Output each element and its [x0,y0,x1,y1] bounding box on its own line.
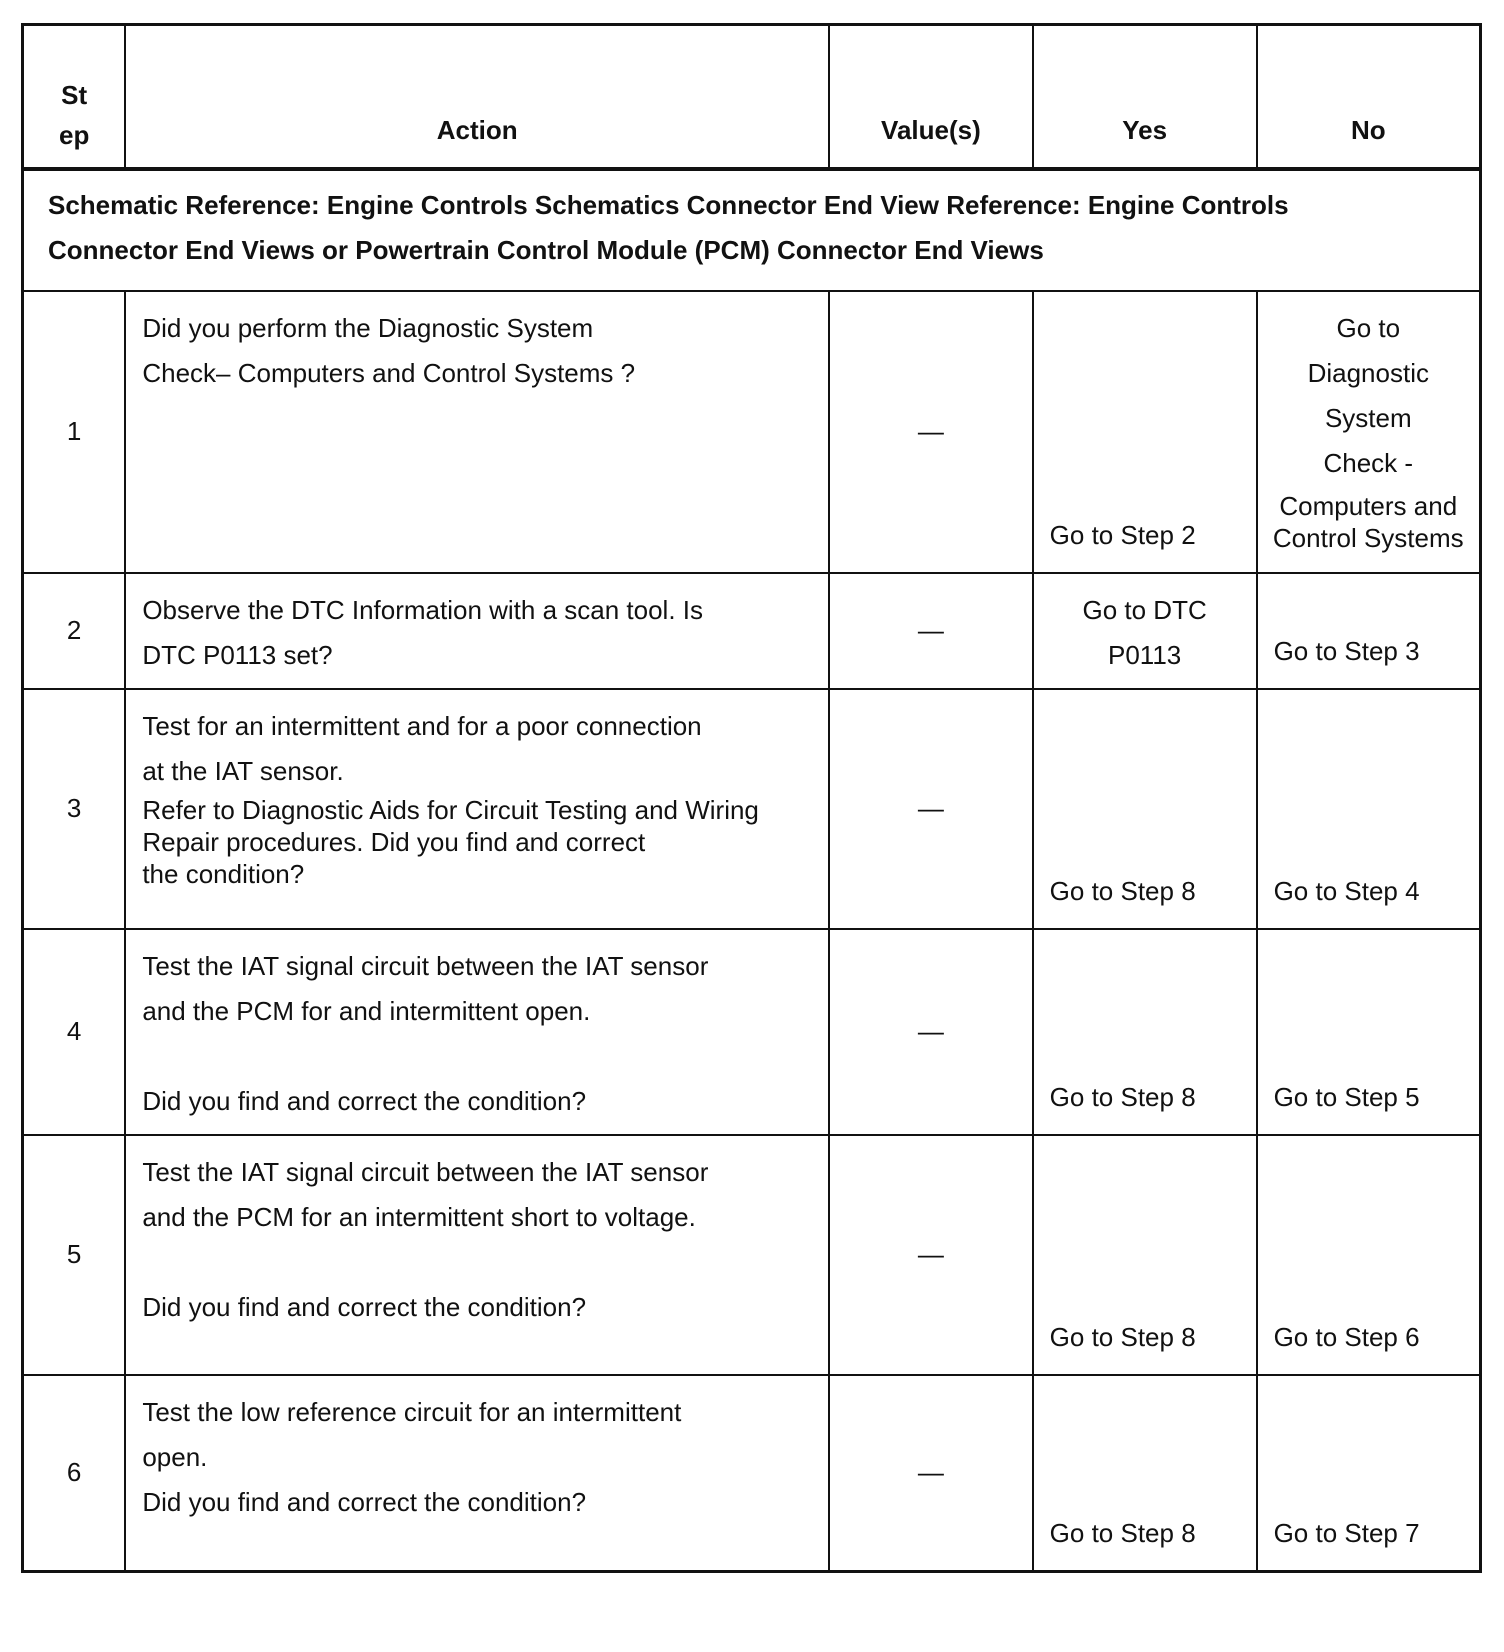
action-line: Test the IAT signal circuit between the IAT sensor [142,1156,709,1187]
action-line: Test the low reference circuit for an intermittent [142,1396,682,1427]
step-number: 6 [23,1375,126,1572]
step-number: 5 [23,1135,126,1375]
header-step [23,25,126,169]
reference-line-2: Connector End Views or Powertrain Control Module (PCM) Connector End Views [48,234,1044,265]
no-link[interactable]: Go to Step 7 [1257,1375,1481,1572]
table-header [23,25,1481,169]
no-link[interactable]: Go to Step 4 [1257,689,1481,929]
no-link[interactable]: Go to Step 5 [1257,929,1481,1135]
yes-link[interactable]: Go to Step 8 [1033,929,1257,1135]
action-line: Refer to Diagnostic Aids for Circuit Testing and Wiring [142,794,759,825]
no-line: Control Systems [1272,522,1464,553]
reference-row [23,169,1481,291]
yes-link[interactable]: Go to Step 2 [1033,291,1257,573]
table-row [23,689,1481,929]
step-number: 4 [23,929,126,1135]
action-line: open. [142,1441,208,1472]
reference-line-1: Schematic Reference: Engine Controls Schematics Connector End View Reference: Engine Controls [48,189,1289,220]
header-step-line1: St [61,79,88,110]
spacer [142,1034,808,1079]
table-row [23,1135,1481,1375]
action-line: Did you find and correct the condition? [142,1486,587,1517]
no-line: Go to [1336,312,1401,343]
action-line: Check– Computers and Control Systems ? [142,357,636,388]
schematic-reference [23,169,1481,291]
action-line: Did you perform the Diagnostic System [142,312,594,343]
value-cell: — [829,1135,1033,1375]
action-line: Did you find and correct the condition? [142,1085,587,1116]
action-cell [125,291,829,573]
yes-link[interactable]: Go to Step 8 [1033,1135,1257,1375]
table-row [23,291,1481,573]
action-line: Observe the DTC Information with a scan tool. Is [142,594,704,625]
header-no: No [1257,25,1481,169]
action-cell [125,689,829,929]
action-line: Repair procedures. Did you find and correct [142,826,646,857]
value-cell: — [829,929,1033,1135]
step-number: 1 [23,291,126,573]
table-row [23,929,1481,1135]
value-cell: — [829,573,1033,689]
action-line: Test the IAT signal circuit between the IAT sensor [142,950,709,981]
no-line: Diagnostic [1307,357,1429,388]
no-link[interactable] [1257,291,1481,573]
yes-line: P0113 [1107,639,1182,670]
action-line: and the PCM for an intermittent short to voltage. [142,1201,696,1232]
action-line: and the PCM for and intermittent open. [142,995,591,1026]
header-step-line2: ep [58,119,90,150]
step-number: 3 [23,689,126,929]
yes-link[interactable] [1033,573,1257,689]
yes-line: Go to DTC [1082,594,1207,625]
no-link[interactable]: Go to Step 3 [1257,573,1481,689]
action-line: at the IAT sensor. [142,755,344,786]
spacer [142,1240,808,1285]
action-cell [125,573,829,689]
value-cell: — [829,689,1033,929]
value-cell: — [829,291,1033,573]
no-line: System [1324,402,1412,433]
table-row [23,1375,1481,1572]
yes-link[interactable]: Go to Step 8 [1033,689,1257,929]
header-action: Action [125,25,829,169]
yes-link[interactable]: Go to Step 8 [1033,1375,1257,1572]
action-cell [125,1375,829,1572]
action-cell [125,1135,829,1375]
value-cell: — [829,1375,1033,1572]
diagnostic-table [21,23,1482,1573]
table-row [23,573,1481,689]
action-line: Test for an intermittent and for a poor connection [142,710,702,741]
header-values: Value(s) [829,25,1033,169]
action-line: the condition? [142,858,305,889]
step-number: 2 [23,573,126,689]
action-line: Did you find and correct the condition? [142,1291,587,1322]
no-link[interactable]: Go to Step 6 [1257,1135,1481,1375]
no-line: Computers and [1279,490,1458,521]
no-line: Check - [1323,447,1414,478]
header-yes: Yes [1033,25,1257,169]
action-cell [125,929,829,1135]
action-line: DTC P0113 set? [142,639,333,670]
